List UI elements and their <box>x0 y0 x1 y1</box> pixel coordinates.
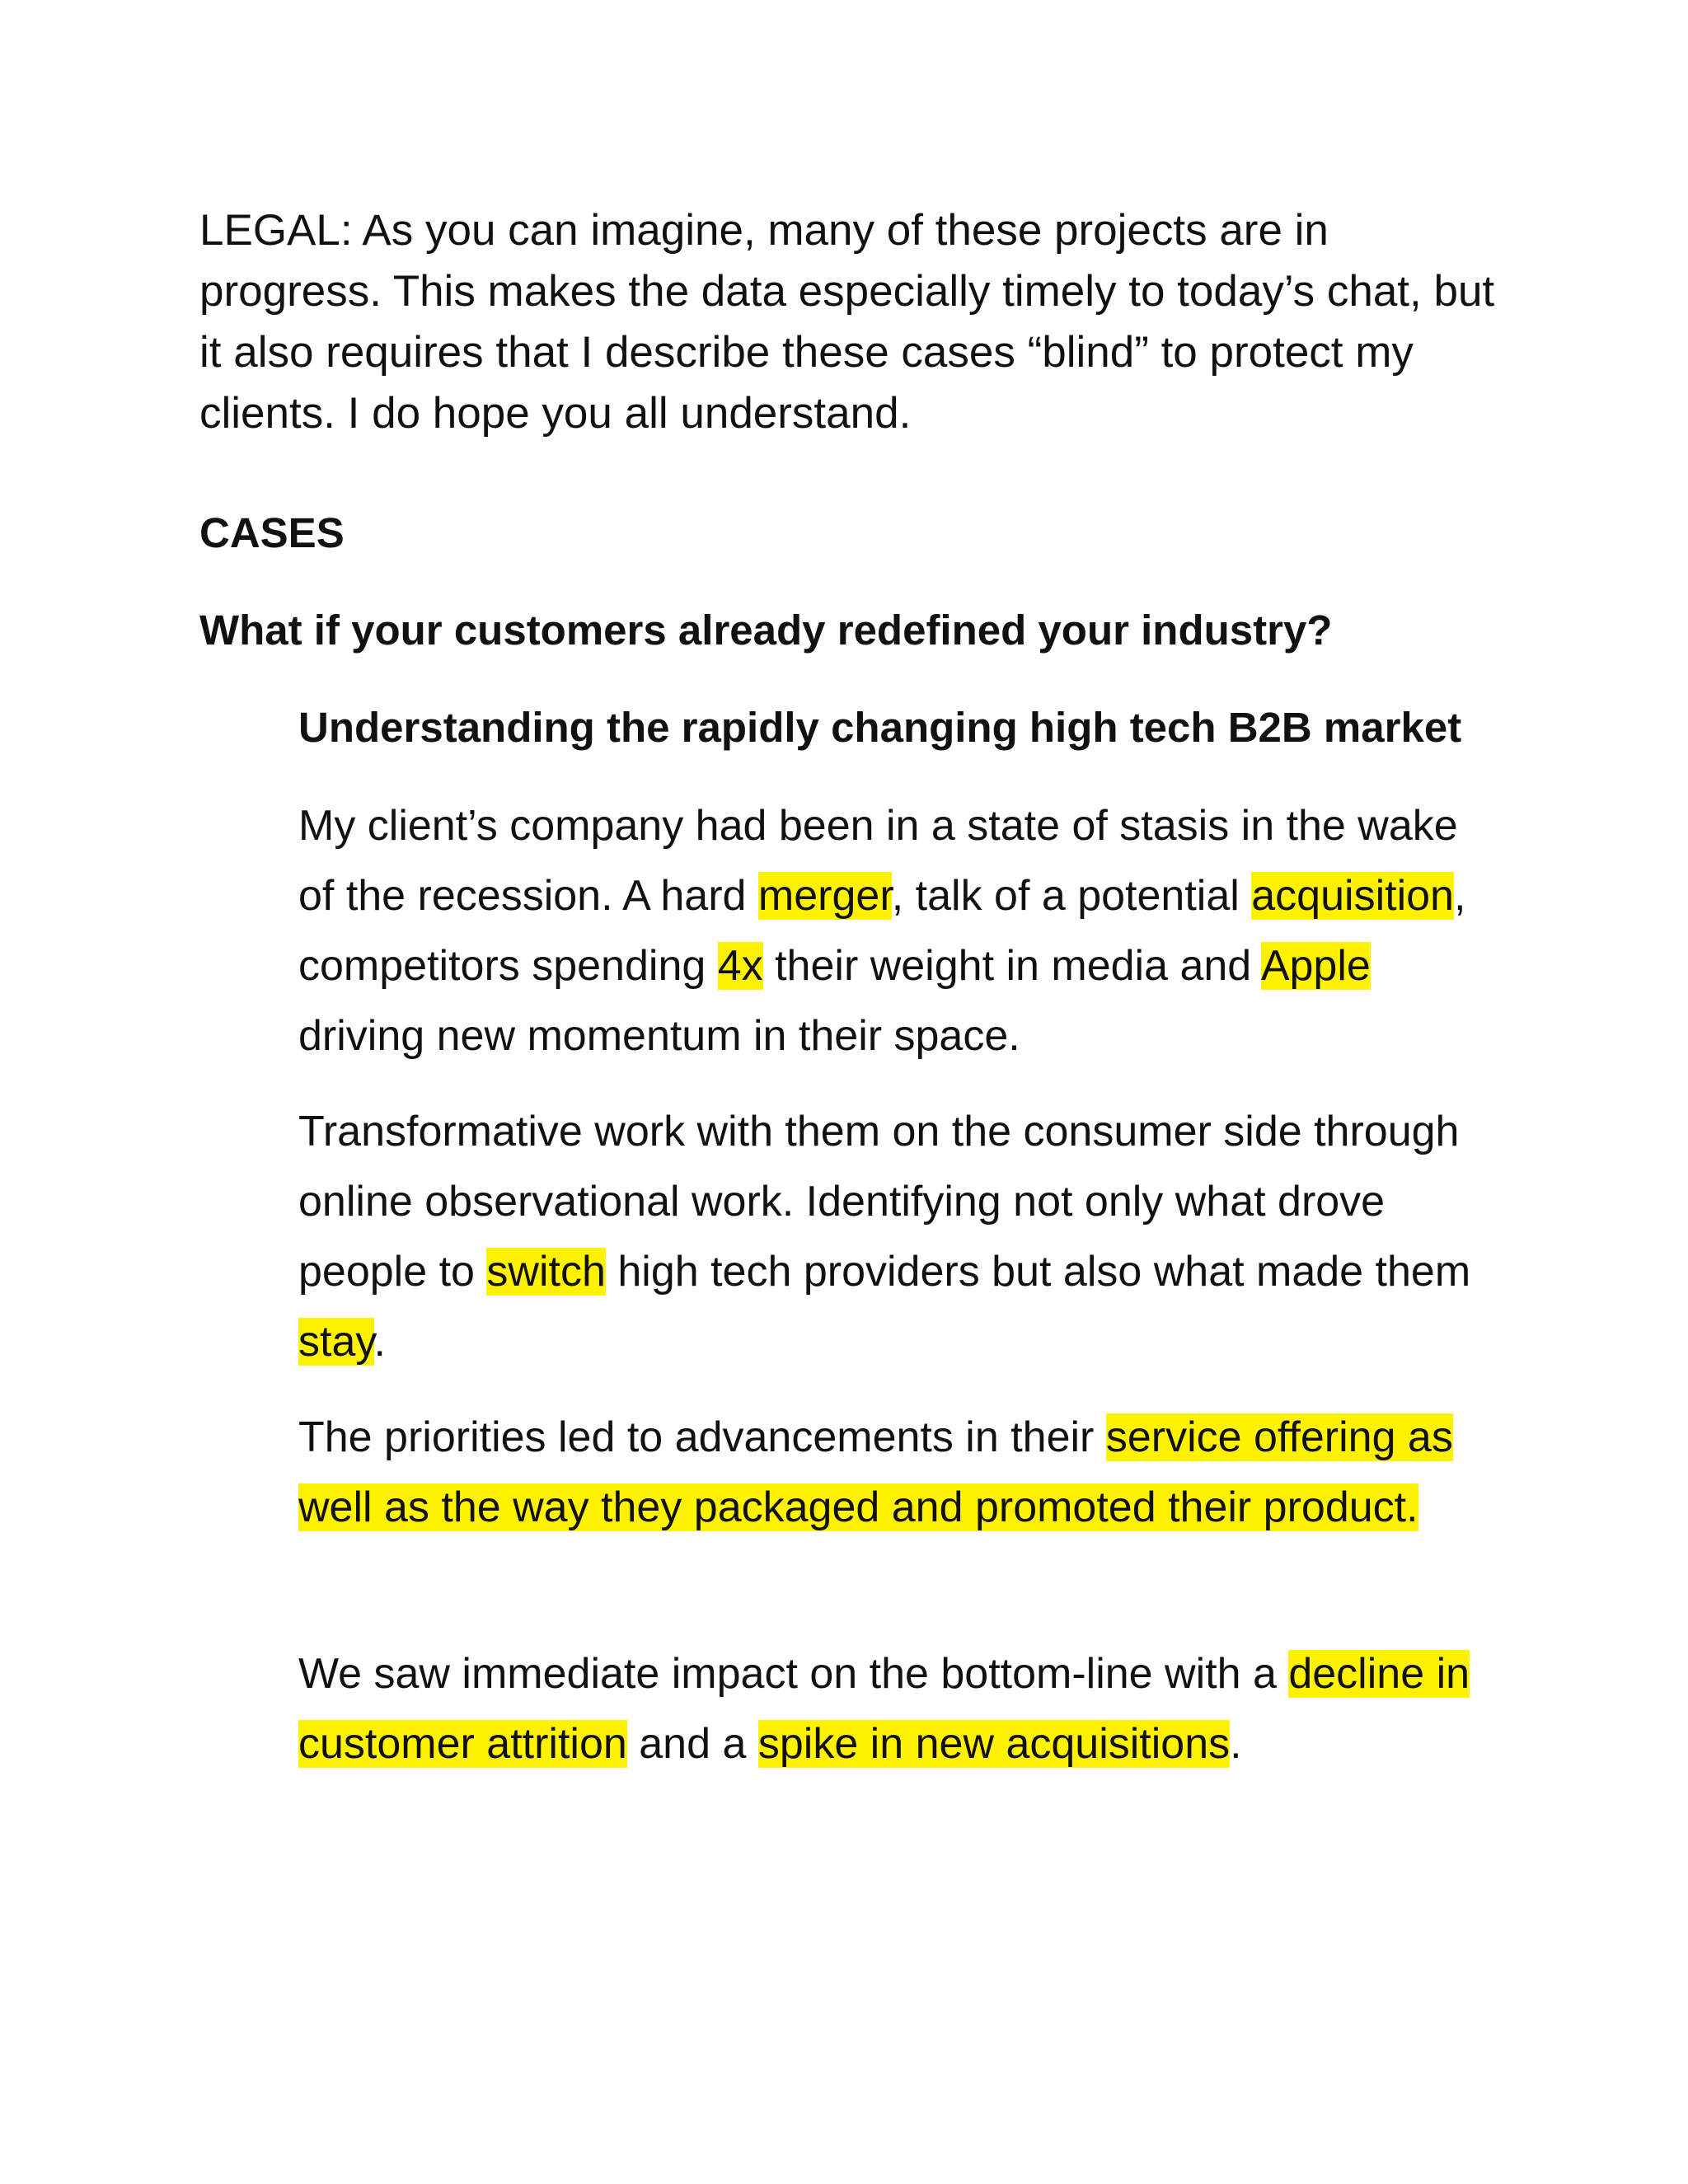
text-run: , competitors spending <box>298 872 1466 990</box>
paragraph-work <box>298 1097 1502 1377</box>
highlight-apple: Apple <box>1260 942 1371 990</box>
highlight-4x: 4x <box>717 942 763 990</box>
legal-notice: LEGAL: As you can imagine, many of these projects are in progress. This makes the data especially timely to today’s chat, but it also requires that I describe these cases “blind” to protect my clients. I do hope you all understand. <box>199 206 1495 438</box>
text-run: The priorities led to advancements in their <box>298 1413 1106 1461</box>
text-run: We saw immediate impact on the bottom-line with a <box>298 1650 1289 1698</box>
highlight-service-offering: service offering as well as the way they packaged and promoted their product. <box>298 1413 1453 1531</box>
text-run: . <box>373 1318 386 1366</box>
paragraph-impact <box>298 1639 1502 1779</box>
subsection-heading: Understanding the rapidly changing high tech B2B market <box>298 704 1462 751</box>
section-heading: What if your customers already redefined your industry? <box>199 607 1333 654</box>
text-run: high tech providers but also what made them <box>605 1248 1471 1296</box>
text-run: and a <box>626 1720 758 1768</box>
highlight-attrition: decline in customer attrition <box>298 1650 1470 1768</box>
text-run: driving new momentum in their space. <box>298 1012 1020 1060</box>
text-run: , talk of a potential <box>891 872 1252 920</box>
highlight-acquisition: acquisition <box>1251 872 1454 920</box>
paragraph-situation <box>298 791 1502 1071</box>
text-run: My client’s company had been in a state of stasis in the wake of the recession. A hard <box>298 802 1458 920</box>
paragraph-priorities <box>298 1403 1502 1543</box>
highlight-new-acquisitions: spike in new acquisitions <box>757 1720 1231 1768</box>
text-run: their weight in media and <box>762 942 1261 990</box>
highlight-switch: switch <box>486 1248 606 1296</box>
text-run: . <box>1230 1720 1242 1768</box>
text-run: Transformative work with them on the consumer side through online observational work. Identifying not only what drove people to <box>298 1108 1460 1296</box>
highlight-stay: stay <box>298 1318 374 1366</box>
cases-heading: CASES <box>199 509 345 556</box>
highlight-merger: merger <box>757 872 892 920</box>
